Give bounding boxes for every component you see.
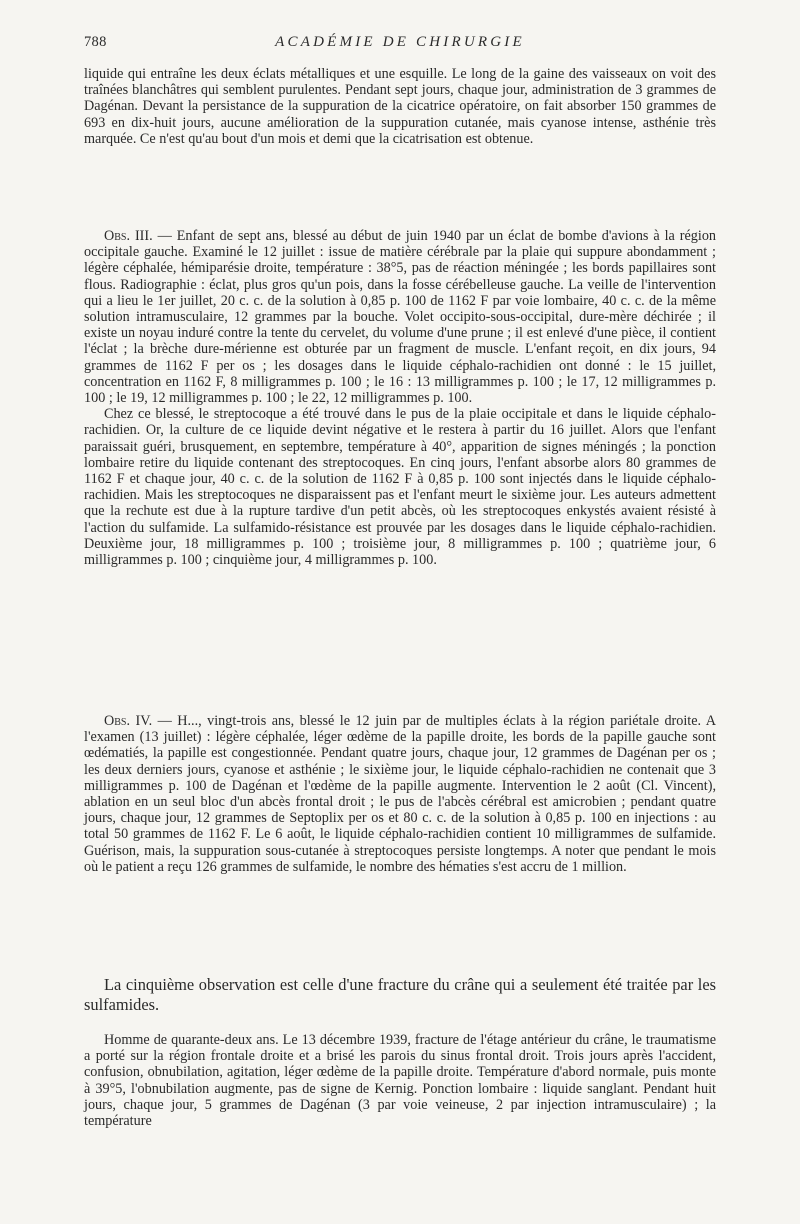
observation-label: Obs. III.	[104, 228, 153, 244]
case-5-paragraph: Homme de quarante-deux ans. Le 13 décembre 1939, fracture de l'étage antérieur du crâne, le traumatisme a porté sur la région frontale droite et a brisé les parois du sinus frontal droit. Trois jours après l'accident, confusion, obnubilation, agitation, léger œdème de la papille droite. Température d'abord normale, puis monte à 39°5, l'obnubilation augmente, pas de signe de Kernig. Ponction lombaire : liquide sanglant. Pendant huit jours, chaque jour, 5 grammes de Dagénan (3 par voie veineuse, 2 par injection intramusculaire) ; la température	[84, 1032, 716, 1130]
page-header	[84, 34, 716, 56]
observation-text: — Enfant de sept ans, blessé au début de juin 1940 par un éclat de bombe d'avions à la région occipitale gauche. Examiné le 12 juillet : issue de matière cérébrale par la plaie qui suppure abondamment ; légère céphalée, hémiparésie droite, température : 38°5, pas de réaction méningée ; les bords papillaires sont flous. Radiographie : éclat, plus gros qu'un pois, dans la fosse cérébelleuse gauche. La veille de l'intervention qui a lieu le 1er juillet, 20 c. c. de la solution à 0,85 p. 100 de 1162 F par voie lombaire, 40 c. c. de la même solution intramusculaire, 12 grammes par la bouche. Volet occipito-sous-occipital, dure-mère déchirée ; il existe un noyau induré contre la tente du cervelet, du volume d'une prune ; il est enlevé d'une pièce, il contient l'éclat ; la brèche dure-mérienne est obturée par un fragment de muscle. L'enfant reçoit, en dix jours, 94 grammes de 1162 F per os ; les dosages dans le liquide céphalo-rachidien ont donné : le 15 juillet, concentration en 1162 F, 8 milligrammes p. 100 ; le 16 : 13 milligrammes p. 100 ; le 17, 12 milligrammes p. 100 ; le 19, 12 milligrammes p. 100 ; le 22, 12 milligrammes p. 100.	[84, 228, 717, 407]
observation-4	[84, 713, 716, 875]
lead-text: La cinquième observation est celle d'une fracture du crâne qui a seulement été traitée par les sulfamides.	[84, 975, 716, 1014]
observation-3	[84, 228, 716, 568]
paragraph-text: liquide qui entraîne les deux éclats métalliques et une esquille. Le long de la gaine des vaisseaux on voit des traînées blanchâtres qui semblent purulentes. Pendant sept jours, chaque jour, administration de 3 grammes de Dagénan. Devant la persistance de la suppuration de la cicatrice opératoire, on fait absorber 150 grammes de 693 en dix-huit jours, aucune amélioration de la suppuration cutanée, mais cyanose intense, asthénie très marquée. Ce n'est qu'au bout d'un mois et demi que la cicatrisation est obtenue.	[84, 66, 716, 147]
section-lead	[84, 975, 716, 1015]
observation-text: — H..., vingt-trois ans, blessé le 12 juin par de multiples éclats à la région pariétale droite. A l'examen (13 juillet) : légère céphalée, léger œdème de la papille droite, les bords de la papille gauche sont œdématiés, la papille est congestionnée. Pendant quatre jours, chaque jour, 12 grammes de Dagénan per os ; les deux derniers jours, cyanose et asthénie ; le sixième jour, le liquide céphalo-rachidien ne contenait que 3 milligrammes p. 100 de Dagénan et l'œdème de la papille augmente. Intervention le 2 août (Cl. Vincent), ablation en un seul bloc d'un abcès frontal droit ; le pus de l'abcès cérébral est amicrobien ; pendant quatre jours, chaque jour, 12 grammes de Septoplix per os et 80 c. c. de la solution à 0,85 p. 100 en injections : au total 50 grammes de 1162 F. Le 6 août, le liquide céphalo-rachidien contient 10 milligrammes de sulfamide. Guérison, mais, la suppuration sous-cutanée à streptocoques persiste longtemps. A noter que pendant le mois où le patient a reçu 126 grammes de sulfamide, le nombre des hématies s'est accru de 1 million.	[84, 713, 717, 875]
running-title: ACADÉMIE DE CHIRURGIE	[275, 34, 525, 50]
observation-3-paragraph-2: Chez ce blessé, le streptocoque a été trouvé dans le pus de la plaie occipitale et dans le liquide céphalo-rachidien. Or, la culture de ce liquide devint négative et le restera à partir du 16 juillet. Alors que l'enfant paraissait guéri, brusquement, en septembre, température à 40°, apparition de signes méningés ; la ponction lombaire retire du liquide contenant des streptocoques. En cinq jours, l'enfant absorbe alors 80 grammes de 1162 F et chaque jour, 40 c. c. de la solution de 1162 F à 0,85 p. 100 sont injectés dans le liquide céphalo-rachidien. Mais les streptocoques ne disparaissent pas et l'enfant meurt le sixième jour. Les auteurs admettent que la rechute est due à la rupture tardive d'un petit abcès, où les streptocoques enkystés avaient résisté à l'action du sulfamide. La sulfamido-résistance est prouvée par les dosages dans le liquide céphalo-rachidien. Deuxième jour, 18 milligrammes p. 100 ; troisième jour, 8 milligrammes p. 100 ; quatrième jour, 6 milligrammes p. 100 ; cinquième jour, 4 milligrammes p. 100.	[84, 406, 716, 569]
continued-paragraph	[84, 66, 716, 147]
observation-3-paragraph-1	[84, 228, 716, 406]
observation-label: Obs. IV.	[104, 713, 153, 729]
observation-4-paragraph	[84, 713, 716, 875]
case-5	[84, 1032, 716, 1129]
page-number: 788	[84, 34, 107, 50]
